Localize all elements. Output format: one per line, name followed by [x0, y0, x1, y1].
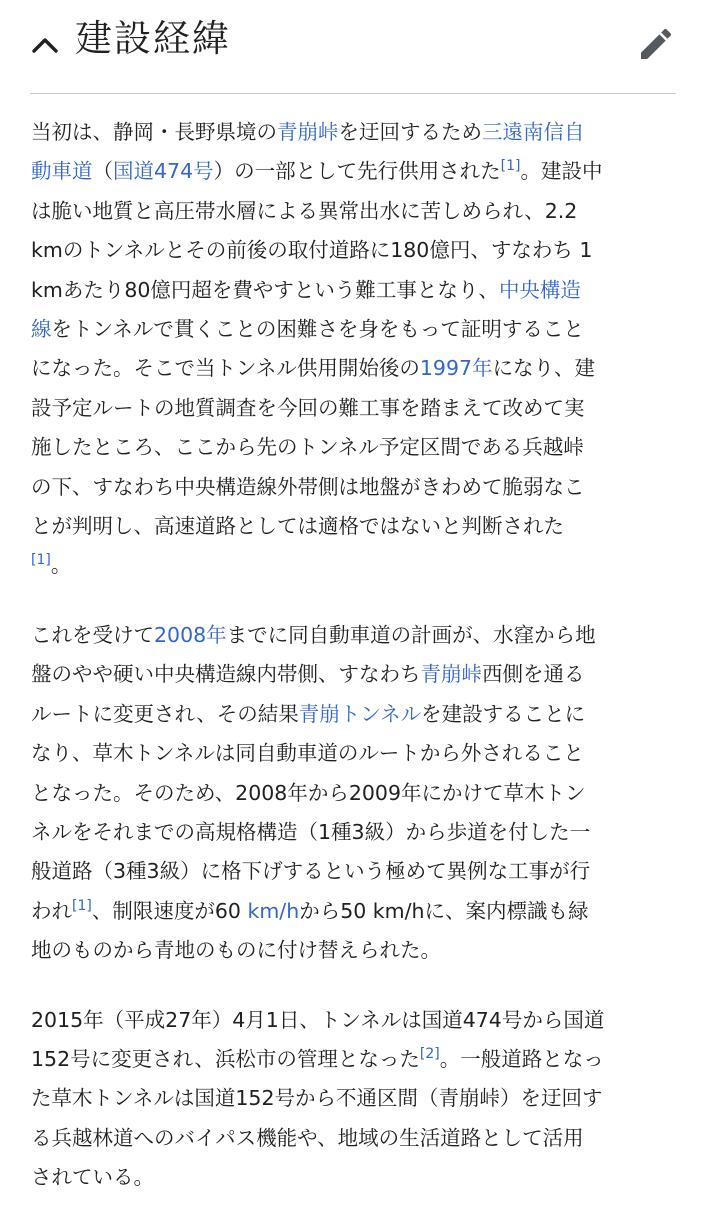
link-route-474[interactable]: 国道474号	[113, 159, 214, 184]
link-median-tectonic-line[interactable]: 中央構造	[498, 277, 581, 302]
link-aokuzure-tunnel[interactable]: 青崩トンネル	[298, 701, 422, 726]
chevron-up-icon[interactable]	[30, 30, 60, 60]
section-title: 建設経緯	[75, 17, 231, 60]
reference-link[interactable]: [2]	[419, 1045, 440, 1062]
paragraph-1: 当初は、静岡・長野県境の青崩峠を迂回するため三遠南信自 動車道（国道474号）の一部として先行供用された[1]。建設中 は脆い地質と高圧帯水層による異常出水に苦しめられ、2.2 kmのトンネルとその前後の取付道路に180億円、すなわち 1 kmあたり80億円超を費やすという難工事となり、中央構造 線をトンネルで貫くことの困難さを身をもって証明すること になった。そこで当トンネル供用開始後の1997年になり、建 設予定ルートの地質調査を今回の難工事を踏まえて改めて実 施したところ、ここから先のトンネル予定区間である兵越峠 の下、すなわち中央構造線外帯側は地盤がきわめて脆弱なこ とが判明し、高速道路としては適格ではないと判断された [1]。	[31, 120, 603, 578]
section-divider	[30, 93, 676, 94]
link-kmh[interactable]: km/h	[247, 898, 300, 923]
citation-ref	[31, 552, 51, 568]
reference-link[interactable]: [1]	[72, 897, 92, 914]
reference-link[interactable]: [1]	[500, 158, 521, 175]
paragraph-2: これを受けて2008年までに同自動車道の計画が、水窪から地 盤のやや硬い中央構造線内帯側、すなわち青崩峠西側を通る ルートに変更され、その結果青崩トンネルを建設することに なり、草木トンネルは同自動車道のルートから外されること となった。そのため、2008年から2009年にかけて草木トン ネルをそれまでの高規格構造（1種3級）から歩道を付した一 般道路（3種3級）に格下げするという極めて異例な工事が行 われ[1]、制限速度が60 km/hから50 km/hに、案内標識も緑 地のものから青地のものに付け替えられた。	[31, 622, 596, 963]
link-1997[interactable]: 1997年	[419, 356, 493, 381]
link-median-tectonic-line-cont[interactable]: 線	[31, 317, 52, 342]
section-header	[0, 0, 707, 93]
pencil-icon[interactable]	[636, 24, 676, 64]
paragraph-3: 2015年（平成27年）4月1日、トンネルは国道474号から国道 152号に変更され、浜松市の管理となった[2]。一般道路となっ た草木トンネルは国道152号から不通区間（青崩峠）を迂回す る兵越林道へのバイパス機能や、地域の生活道路として活用 されている。	[31, 1007, 605, 1190]
citation-ref	[72, 898, 92, 914]
link-sanen-nanshin-expressway[interactable]: 三遠南信自	[482, 120, 585, 144]
citation-ref	[420, 1046, 440, 1062]
link-sanen-nanshin-expressway-cont[interactable]: 動車道	[31, 159, 93, 184]
link-aokuzure-pass[interactable]: 青崩峠	[277, 120, 339, 144]
reference-link[interactable]: [1]	[31, 552, 51, 569]
link-2008[interactable]: 2008年	[154, 622, 227, 647]
section-content	[31, 113, 677, 1228]
citation-ref	[501, 158, 521, 174]
link-aokuzure-pass[interactable]: 青崩峠	[420, 662, 482, 687]
